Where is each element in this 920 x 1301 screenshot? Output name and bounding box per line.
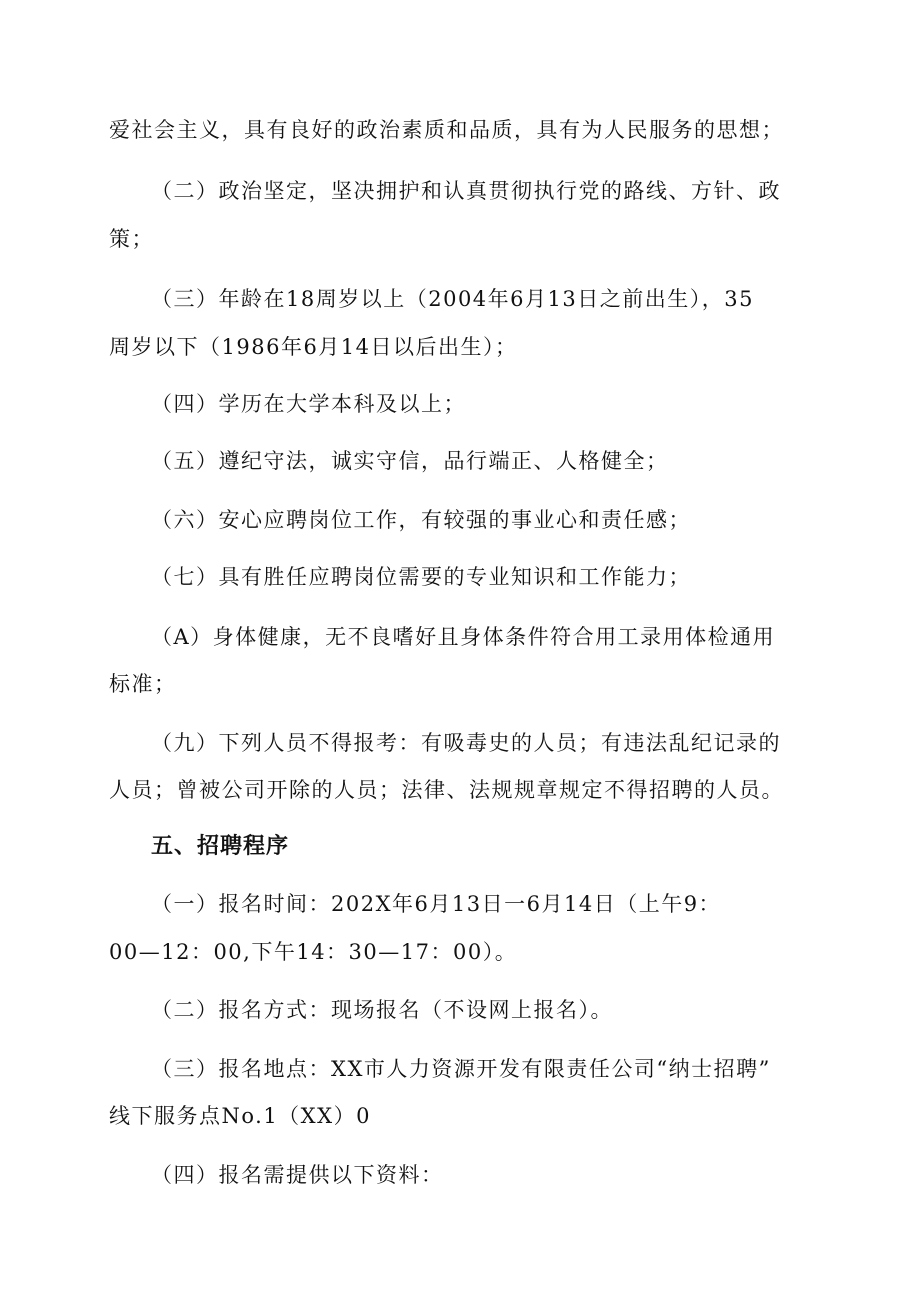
- text-line-12: （九）下列人员不得报考：有吸毒史的人员；有违法乱纪记录的: [151, 731, 781, 755]
- section-line-3: （二）报名方式：现场报名（不设网上报名）。: [151, 998, 613, 1022]
- text-line-7: （五）遵纪守法，诚实守信，品行端正、人格健全；: [151, 449, 669, 473]
- text-line-13: 人员；曾被公司开除的人员；法律、法规规章规定不得招聘的人员。: [109, 778, 784, 802]
- text-line-11: 标准；: [109, 672, 177, 696]
- text-line-10: （A）身体健康，无不良嗜好且身体条件符合用工录用体检通用: [151, 625, 776, 649]
- text-line-4: （三）年龄在18周岁以上（2004年6月13日之前出生），35: [151, 287, 754, 311]
- text-line-9: （七）具有胜任应聘岗位需要的专业知识和工作能力；: [151, 565, 691, 589]
- section-line-5: 线下服务点No.1（XX）0: [109, 1104, 371, 1128]
- text-line-1: 爱社会主义，具有良好的政治素质和品质，具有为人民服务的思想；: [109, 118, 784, 142]
- section-line-4: （三）报名地点：XX市人力资源开发有限责任公司“纳士招聘”: [151, 1057, 771, 1081]
- section-line-6: （四）报名需提供以下资料：: [151, 1163, 444, 1187]
- text-line-5: 周岁以下（1986年6月14日以后出生）；: [109, 335, 518, 359]
- text-line-6: （四）学历在大学本科及以上；: [151, 392, 466, 416]
- text-line-3: 策；: [109, 227, 154, 251]
- section-heading: 五、招聘程序: [151, 834, 290, 859]
- section-line-2: 00—12：00,下午14：30—17：00）。: [109, 940, 518, 964]
- text-line-8: （六）安心应聘岗位工作，有较强的事业心和责任感；: [151, 508, 691, 532]
- text-line-2: （二）政治坚定，坚决拥护和认真贯彻执行党的路线、方针、政: [151, 179, 781, 203]
- section-line-1: （一）报名时间：202X年6月13日一6月14日（上午9：: [151, 892, 722, 916]
